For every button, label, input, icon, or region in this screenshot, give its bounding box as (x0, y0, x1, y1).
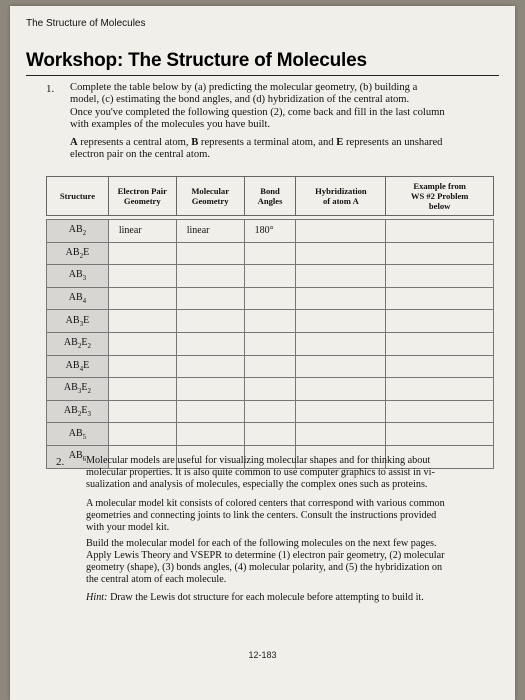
molecular-geometry-cell[interactable] (176, 242, 244, 265)
electron-pair-geometry-cell[interactable] (108, 332, 176, 355)
legend-e: E (336, 137, 344, 148)
structure-cell: $AB_3$ (47, 265, 109, 288)
q2-line: geometry (shape), (3) bonds angles, (4) molecular polarity, and (5) the hybridization on (86, 562, 443, 573)
q2-line: Apply Lewis Theory and VSEPR to determine (1) electron pair geometry, (2) molecular (86, 550, 445, 561)
example-cell[interactable] (386, 400, 494, 423)
table-row (47, 355, 494, 378)
table-row (47, 378, 494, 401)
hybridization-cell[interactable] (296, 242, 386, 265)
electron-pair-geometry-cell[interactable]: linear (108, 220, 176, 243)
table-row (47, 287, 494, 310)
hybridization-cell[interactable] (296, 265, 386, 288)
molecular-geometry-cell[interactable] (176, 310, 244, 333)
q2-line: with your model kit. (86, 522, 170, 533)
legend-text: represents a terminal atom, and (198, 137, 337, 148)
bond-angles-cell[interactable] (244, 265, 296, 288)
bond-angles-cell[interactable] (244, 378, 296, 401)
bond-angles-cell[interactable] (244, 242, 296, 265)
bond-angles-cell[interactable] (244, 355, 296, 378)
table-row (47, 242, 494, 265)
bond-angles-cell[interactable] (244, 332, 296, 355)
table-row (47, 310, 494, 333)
structure-cell: $AB_3E_2$ (47, 378, 109, 401)
structure-cell: $AB_2E_2$ (47, 332, 109, 355)
legend-text: represents an unshared (343, 137, 443, 148)
table-row (47, 400, 494, 423)
header-hybridization: Hybridization of atom A (296, 177, 386, 216)
hybridization-cell[interactable] (296, 400, 386, 423)
question-1-instructions (70, 82, 510, 131)
hybridization-cell[interactable] (296, 287, 386, 310)
q1-line: with examples of the molecules you have built. (70, 118, 271, 130)
question-2-paragraph-1 (86, 455, 506, 491)
q2-line: A molecular model kit consists of colored centers that correspond with various common (86, 498, 445, 509)
electron-pair-geometry-cell[interactable] (108, 310, 176, 333)
page-number: 12-183 (248, 650, 277, 660)
structure-cell: $AB_2E_3$ (47, 400, 109, 423)
example-cell[interactable] (386, 287, 494, 310)
table-row (47, 220, 494, 243)
header-molecular-geometry: Molecular Geometry (176, 177, 244, 216)
structure-cell: $AB_4$ (47, 287, 109, 310)
electron-pair-geometry-cell[interactable] (108, 400, 176, 423)
q1-line: model, (c) estimating the bond angles, and (d) hybridization of the central atom. (70, 94, 410, 106)
hybridization-cell[interactable] (296, 378, 386, 401)
structure-cell: $AB_5$ (47, 423, 109, 446)
hybridization-cell[interactable] (296, 220, 386, 243)
hint-label: Hint: (86, 592, 108, 603)
worksheet-page (10, 6, 515, 700)
hybridization-cell[interactable] (296, 423, 386, 446)
question-2-paragraph-2 (86, 498, 506, 534)
question-2-hint (86, 592, 506, 604)
legend-a: A (70, 137, 78, 148)
molecular-geometry-cell[interactable] (176, 287, 244, 310)
example-cell[interactable] (386, 242, 494, 265)
electron-pair-geometry-cell[interactable] (108, 287, 176, 310)
structure-cell: $AB_3E$ (47, 310, 109, 333)
table-row (47, 265, 494, 288)
q2-line: sualization and analysis of molecules, especially the complex ones such as proteins. (86, 479, 428, 490)
question-2-number: 2. (56, 456, 65, 468)
example-cell[interactable] (386, 220, 494, 243)
table-row (47, 423, 494, 446)
header-bond-angles: Bond Angles (244, 177, 296, 216)
molecular-geometry-table (46, 176, 494, 469)
bond-angles-cell[interactable] (244, 400, 296, 423)
header-electron-pair-geometry: Electron Pair Geometry (108, 177, 176, 216)
electron-pair-geometry-cell[interactable] (108, 423, 176, 446)
example-cell[interactable] (386, 355, 494, 378)
example-cell[interactable] (386, 332, 494, 355)
hint-text: Draw the Lewis dot structure for each molecule before attempting to build it. (107, 592, 424, 603)
question-2-paragraph-3 (86, 538, 506, 586)
q1-line: Complete the table below by (a) predicting the molecular geometry, (b) building a (70, 82, 418, 93)
molecular-geometry-cell[interactable] (176, 378, 244, 401)
page-title: Workshop: The Structure of Molecules (26, 50, 367, 71)
electron-pair-geometry-cell[interactable] (108, 355, 176, 378)
electron-pair-geometry-cell[interactable] (108, 378, 176, 401)
structure-cell: $AB_2$ (47, 220, 109, 243)
bond-angles-cell[interactable]: 180° (244, 220, 296, 243)
bond-angles-cell[interactable] (244, 287, 296, 310)
header-example: Example from WS #2 Problem below (386, 177, 494, 216)
question-1-number: 1. (46, 83, 55, 95)
structure-cell: $AB_6$ (47, 445, 109, 468)
example-cell[interactable] (386, 265, 494, 288)
question-1-legend (70, 137, 510, 162)
q2-line: Molecular models are useful for visualizing molecular shapes and for thinking about (86, 455, 431, 466)
molecular-geometry-cell[interactable]: linear (176, 220, 244, 243)
bond-angles-cell[interactable] (244, 310, 296, 333)
structure-cell: $AB_4E$ (47, 355, 109, 378)
hybridization-cell[interactable] (296, 332, 386, 355)
molecular-geometry-cell[interactable] (176, 265, 244, 288)
molecular-geometry-cell[interactable] (176, 423, 244, 446)
legend-b: B (191, 137, 199, 148)
electron-pair-geometry-cell[interactable] (108, 265, 176, 288)
example-cell[interactable] (386, 378, 494, 401)
legend-line: electron pair on the central atom. (70, 149, 211, 161)
q2-line: molecular properties. It is also quite common to use computer graphics to assist in vi- (86, 467, 435, 478)
legend-line (70, 137, 510, 149)
table-header-row (47, 177, 494, 216)
structure-cell: $AB_2E$ (47, 242, 109, 265)
example-cell[interactable] (386, 310, 494, 333)
hybridization-cell[interactable] (296, 355, 386, 378)
header-structure: Structure (47, 177, 109, 216)
q2-line: Build the molecular model for each of the following molecules on the next few pages. (86, 538, 437, 549)
molecular-geometry-cell[interactable] (176, 355, 244, 378)
electron-pair-geometry-cell[interactable] (108, 242, 176, 265)
example-cell[interactable] (386, 423, 494, 446)
bond-angles-cell[interactable] (244, 423, 296, 446)
running-header: The Structure of Molecules (26, 18, 146, 29)
title-underline (26, 75, 499, 76)
table-row (47, 332, 494, 355)
q2-line: geometries and connecting joints to link the centers. Consult the instructions provided (86, 510, 437, 521)
q2-line: the central atom of each molecule. (86, 574, 227, 585)
hybridization-cell[interactable] (296, 310, 386, 333)
q1-line: Once you've completed the following question (2), come back and fill in the last column (70, 106, 445, 118)
molecular-geometry-cell[interactable] (176, 400, 244, 423)
molecular-geometry-cell[interactable] (176, 332, 244, 355)
legend-text: represents a central atom, (77, 137, 192, 148)
